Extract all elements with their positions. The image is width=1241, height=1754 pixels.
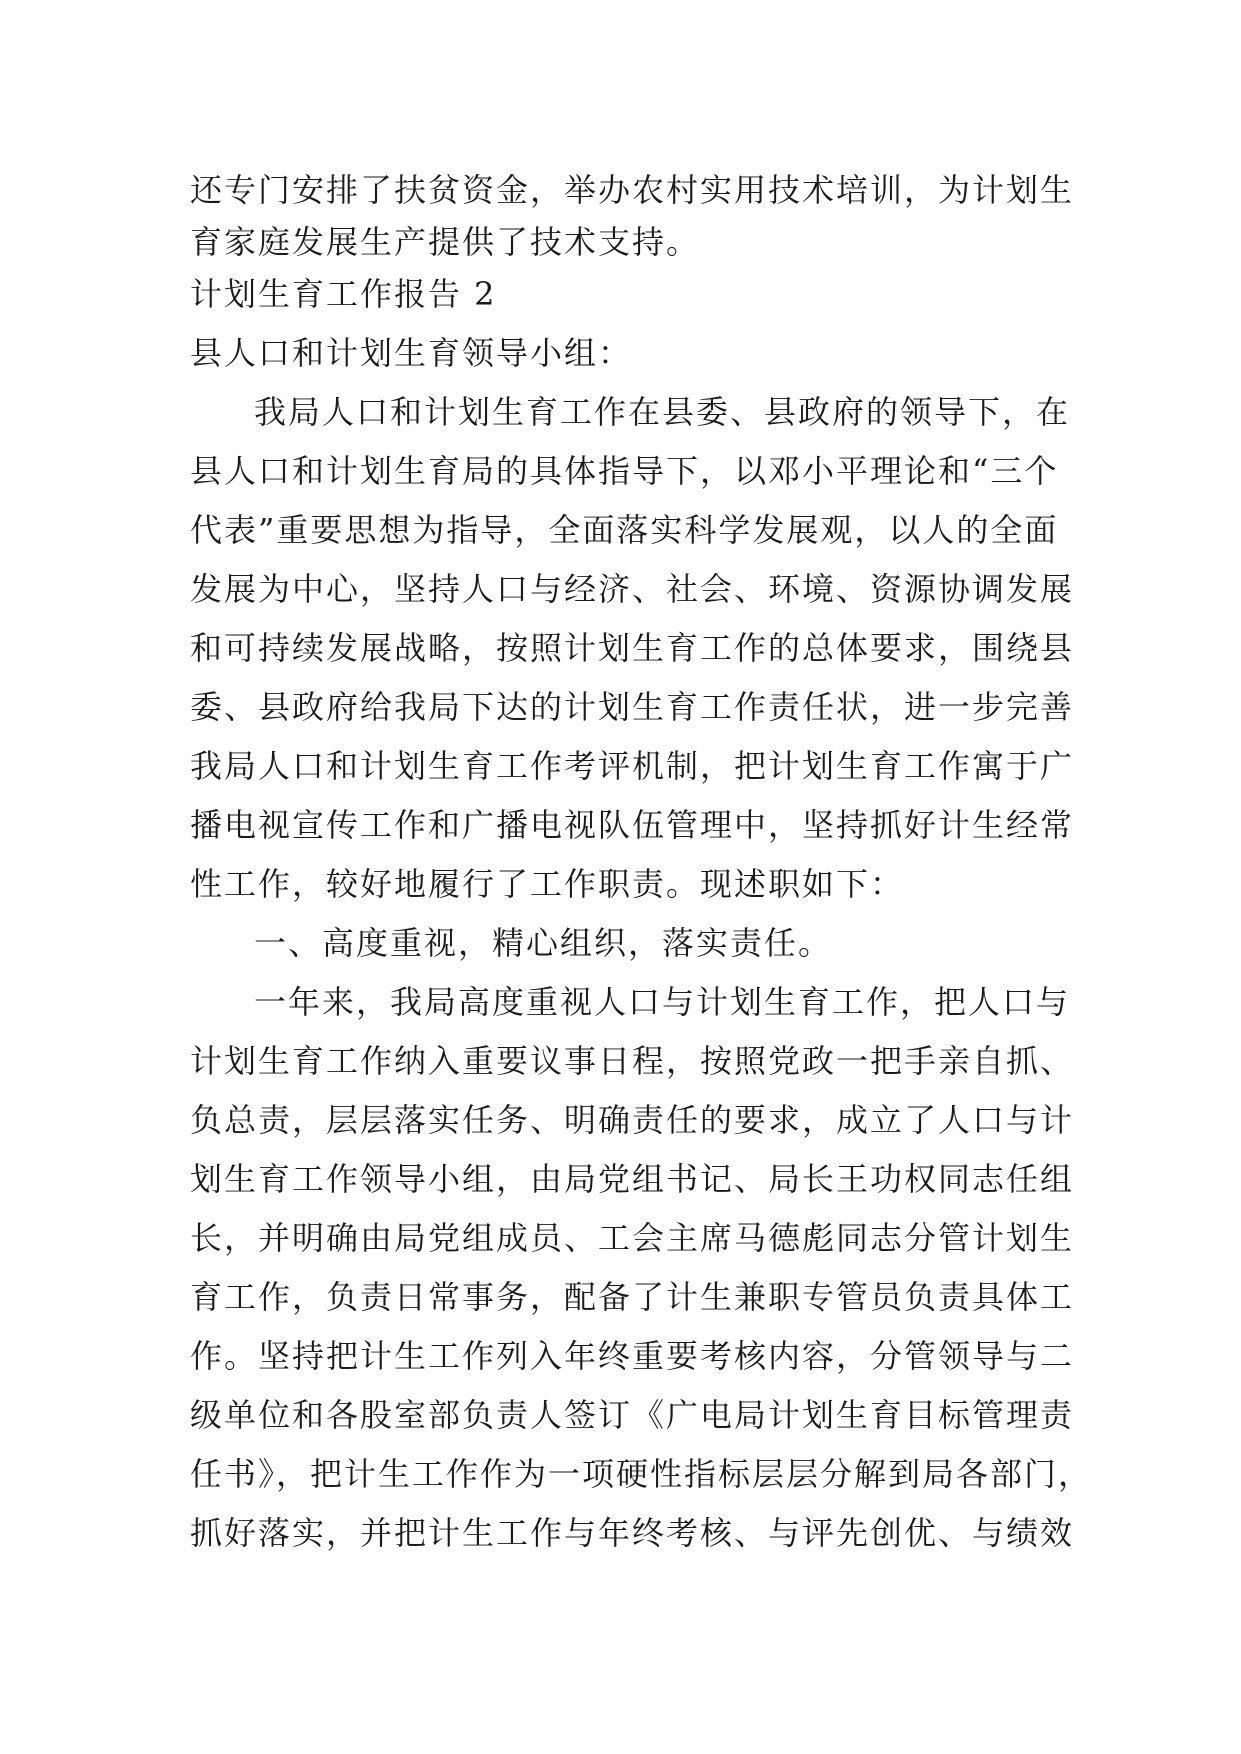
text-line: 级单位和各股室部负责人签订《广电局计划生育目标管理责: [190, 1396, 1075, 1434]
text-line: 一年来，我局高度重视人口与计划生育工作，把人口与: [254, 983, 1071, 1021]
addressee-line: 县人口和计划生育领导小组：: [190, 334, 633, 372]
text-line: 我局人口和计划生育工作在县委、县政府的领导下，在: [254, 393, 1071, 431]
text-line: 作。坚持把计生工作列入年终重要考核内容，分管领导与二: [190, 1337, 1075, 1375]
text-line: 还专门安排了扶贫资金，举办农村实用技术培训，为计划生: [190, 171, 1075, 209]
text-line: 代表”重要思想为指导，全面落实科学发展观，以人的全面: [190, 511, 1059, 549]
subheading-line: 一、高度重视，精心组织，落实责任。: [254, 924, 833, 962]
text-line: 性工作，较好地履行了工作职责。现述职如下：: [190, 865, 905, 903]
text-line: 发展为中心，坚持人口与经济、社会、环境、资源协调发展: [190, 570, 1075, 608]
text-line: 育家庭发展生产提供了技术支持。: [190, 223, 701, 261]
text-line: 播电视宣传工作和广播电视队伍管理中，坚持抓好计生经常: [190, 806, 1075, 844]
text-line: 计划生育工作纳入重要议事日程，按照党政一把手亲自抓、: [190, 1042, 1075, 1080]
text-line: 划生育工作领导小组，由局党组书记、局长王功权同志任组: [190, 1160, 1075, 1198]
text-line: 育工作，负责日常事务，配备了计生兼职专管员负责具体工: [190, 1278, 1075, 1316]
text-line: 我局人口和计划生育工作考评机制，把计划生育工作寓于广: [190, 747, 1075, 785]
text-line: 县人口和计划生育局的具体指导下，以邓小平理论和“三个: [190, 452, 1059, 490]
section-title: 计划生育工作报告 2: [190, 275, 497, 313]
text-line: 负总责，层层落实任务、明确责任的要求，成立了人口与计: [190, 1101, 1075, 1139]
text-line: 任书》，把计生工作作为一项硬性指标层层分解到局各部门，: [190, 1455, 1093, 1493]
text-line: 长，并明确由局党组成员、工会主席马德彪同志分管计划生: [190, 1219, 1075, 1257]
text-line: 委、县政府给我局下达的计划生育工作责任状，进一步完善: [190, 688, 1075, 726]
text-line: 抓好落实，并把计生工作与年终考核、与评先创优、与绩效: [190, 1514, 1075, 1552]
text-line: 和可持续发展战略，按照计划生育工作的总体要求，围绕县: [190, 629, 1075, 667]
